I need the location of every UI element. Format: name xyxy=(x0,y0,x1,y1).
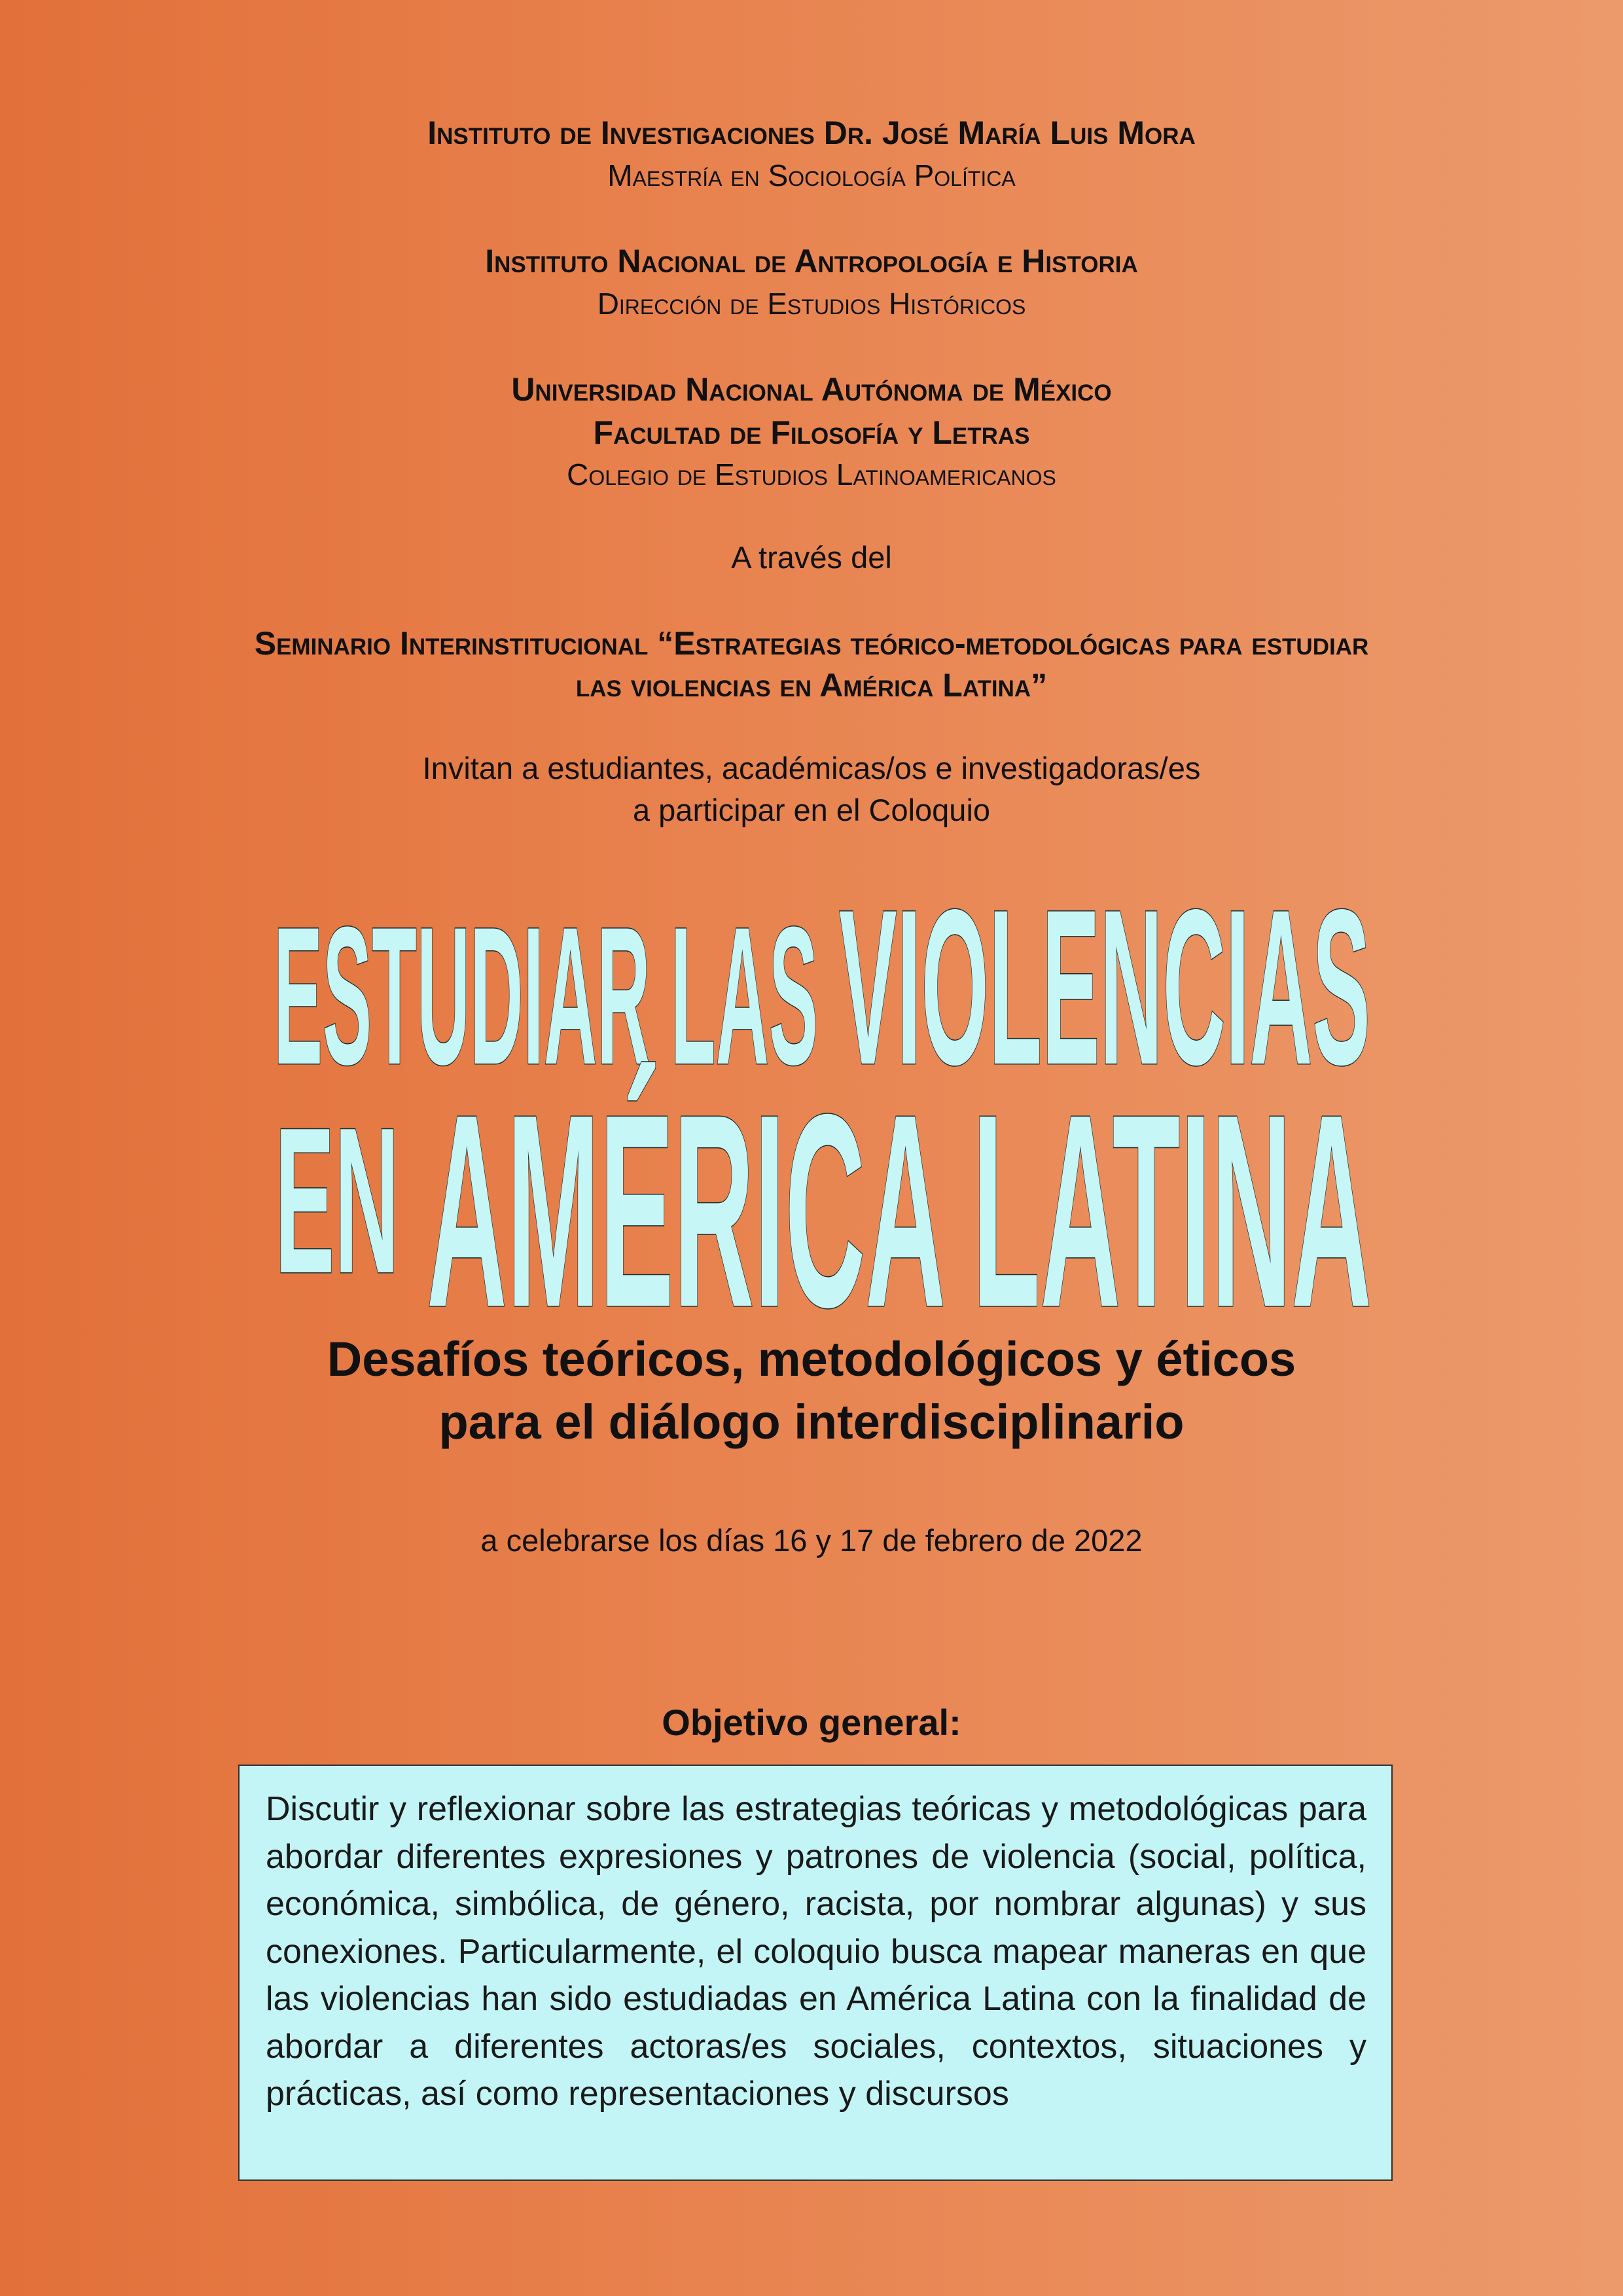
event-dates: a celebrarse los días 16 y 17 de febrero de 2022 xyxy=(480,1523,1143,1558)
colloquium-title xyxy=(0,877,1623,1316)
objective-heading: Objetivo general: xyxy=(662,1702,961,1743)
seminar-line-1: Seminario Interinstitucional “Estrategias teórico-metodológicas para estudiar xyxy=(254,625,1369,662)
title-en: EN xyxy=(275,1085,399,1316)
title-estudiar-las: ESTUDIAR LAS xyxy=(274,886,818,1105)
institution-unam: Universidad Nacional Autónoma de México xyxy=(511,371,1112,408)
institution-inah: Instituto Nacional de Antropología e Historia xyxy=(485,243,1138,279)
objective-text: Discutir y reflexionar sobre las estrategias teóricas y metodológicas para abordar diferentes expresiones y patrones de violencia (social, política, económica, simbólica, de género, racista, por nombrar algunas) y sus conexiones. Particularmente, el coloquio busca mapear maneras en que las violencias han sido estudiadas en América Latina con la finalidad de abordar a diferentes actoras/es sociales, contextos, situaciones y prácticas, así como representaciones y discursos xyxy=(266,1790,1366,2113)
title-america-latina: AMÉRICA LATINA xyxy=(427,1058,1372,1316)
subtitle-line-2: para el diálogo interdisciplinario xyxy=(438,1395,1185,1449)
program-estudios-historicos: Dirección de Estudios Históricos xyxy=(597,287,1026,321)
program-sociologia-politica: Maestría en Sociología Política xyxy=(607,158,1016,192)
institution-mora: Instituto de Investigaciones Dr. José María Luis Mora xyxy=(427,115,1196,151)
through-text: A través del xyxy=(731,540,892,575)
subtitle-line-1: Desafíos teóricos, metodológicos y éticos xyxy=(327,1332,1296,1386)
invite-line-1: Invitan a estudiantes, académicas/os e investigadoras/es xyxy=(422,751,1201,785)
college-estudios-latinoamericanos: Colegio de Estudios Latinoamericanos xyxy=(567,457,1056,492)
objective-box xyxy=(238,1765,1393,2181)
faculty-filosofia-letras: Facultad de Filosofía y Letras xyxy=(593,414,1030,451)
invite-line-2: a participar en el Coloquio xyxy=(632,793,991,827)
seminar-line-2: las violencias en América Latina” xyxy=(575,667,1048,704)
title-violencias: VIOLENCIAS xyxy=(839,877,1370,1111)
